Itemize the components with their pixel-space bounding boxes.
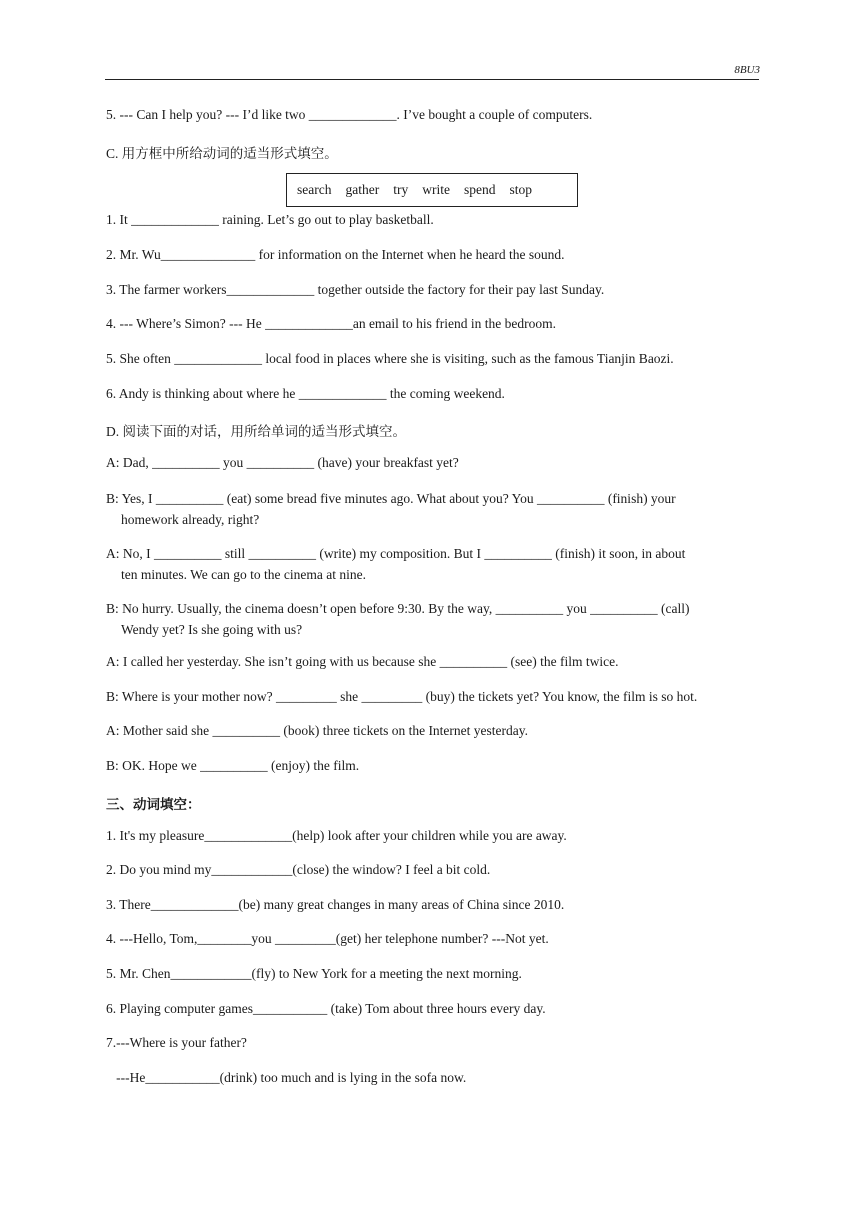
dialogue-line-text: B: No hurry. Usually, the cinema doesn’t open before 9:30. By the way, __________ you __________ (call) (106, 601, 690, 616)
header-rule (105, 79, 759, 80)
word-box-word: spend (463, 182, 496, 197)
section-c-heading: C. 用方框中所给动词的适当形式填空。 (106, 146, 338, 161)
dialogue-line-continuation: Wendy yet? Is she going with us? (121, 622, 303, 637)
question-3-6: 6. Playing computer games___________ (take) Tom about three hours every day. (106, 1001, 546, 1016)
word-box-word: search (297, 182, 332, 197)
question-3-1: 1. It's my pleasure_____________(help) look after your children while you are away. (106, 828, 567, 843)
question-3-3: 3. There_____________(be) many great changes in many areas of China since 2010. (106, 897, 565, 912)
dialogue-line-continuation: ten minutes. We can go to the cinema at nine. (121, 567, 366, 582)
dialogue-line-text: B: Yes, I __________ (eat) some bread five minutes ago. What about you? You __________ (finish) your (106, 491, 676, 506)
page-header-tag: 8BU3 (734, 64, 760, 76)
dialogue-line: B: OK. Hope we __________ (enjoy) the film. (106, 758, 360, 773)
dialogue-line-text: A: No, I __________ still __________ (write) my composition. But I __________ (finish) it soon, in about (106, 546, 686, 561)
question-b5: 5. --- Can I help you? --- I’d like two _____________. I’ve bought a couple of computers. (106, 107, 593, 122)
question-c6: 6. Andy is thinking about where he _____________ the coming weekend. (106, 386, 505, 401)
word-box (286, 173, 578, 207)
word-box-word: stop (509, 182, 532, 197)
section-3-heading: 三、动词填空： (106, 797, 201, 812)
dialogue-line: B: Where is your mother now? _________ she _________ (buy) the tickets yet? You know, the film is so hot. (106, 689, 698, 704)
question-3-7-answer: ---He___________(drink) too much and is lying in the sofa now. (106, 1070, 467, 1085)
word-box-word: try (393, 182, 409, 197)
question-3-5: 5. Mr. Chen____________(fly) to New York for a meeting the next morning. (106, 966, 522, 981)
dialogue-line (106, 488, 762, 530)
dialogue-line (106, 543, 762, 585)
question-3-7: 7.---Where is your father? (106, 1035, 247, 1050)
question-3-4: 4. ---Hello, Tom,________you _________(get) her telephone number? ---Not yet. (106, 931, 549, 946)
dialogue-line (106, 598, 762, 640)
dialogue-line: A: Dad, __________ you __________ (have) your breakfast yet? (106, 455, 459, 470)
word-box-word: gather (345, 182, 380, 197)
question-c2: 2. Mr. Wu______________ for information on the Internet when he heard the sound. (106, 247, 565, 262)
question-c4: 4. --- Where’s Simon? --- He _____________an email to his friend in the bedroom. (106, 316, 557, 331)
word-box-word: write (422, 182, 450, 197)
section-d-heading: D. 阅读下面的对话，用所给单词的适当形式填空。 (106, 424, 406, 439)
dialogue-line: A: Mother said she __________ (book) three tickets on the Internet yesterday. (106, 723, 529, 738)
dialogue-line-continuation: homework already, right? (121, 512, 260, 527)
question-c5: 5. She often _____________ local food in places where she is visiting, such as the famous Tianjin Baozi. (106, 351, 674, 366)
dialogue-line: A: I called her yesterday. She isn’t going with us because she __________ (see) the film twice. (106, 654, 619, 669)
question-c3: 3. The farmer workers_____________ together outside the factory for their pay last Sunday. (106, 282, 605, 297)
question-3-2: 2. Do you mind my____________(close) the window? I feel a bit cold. (106, 862, 491, 877)
question-c1: 1. It _____________ raining. Let’s go out to play basketball. (106, 212, 434, 227)
